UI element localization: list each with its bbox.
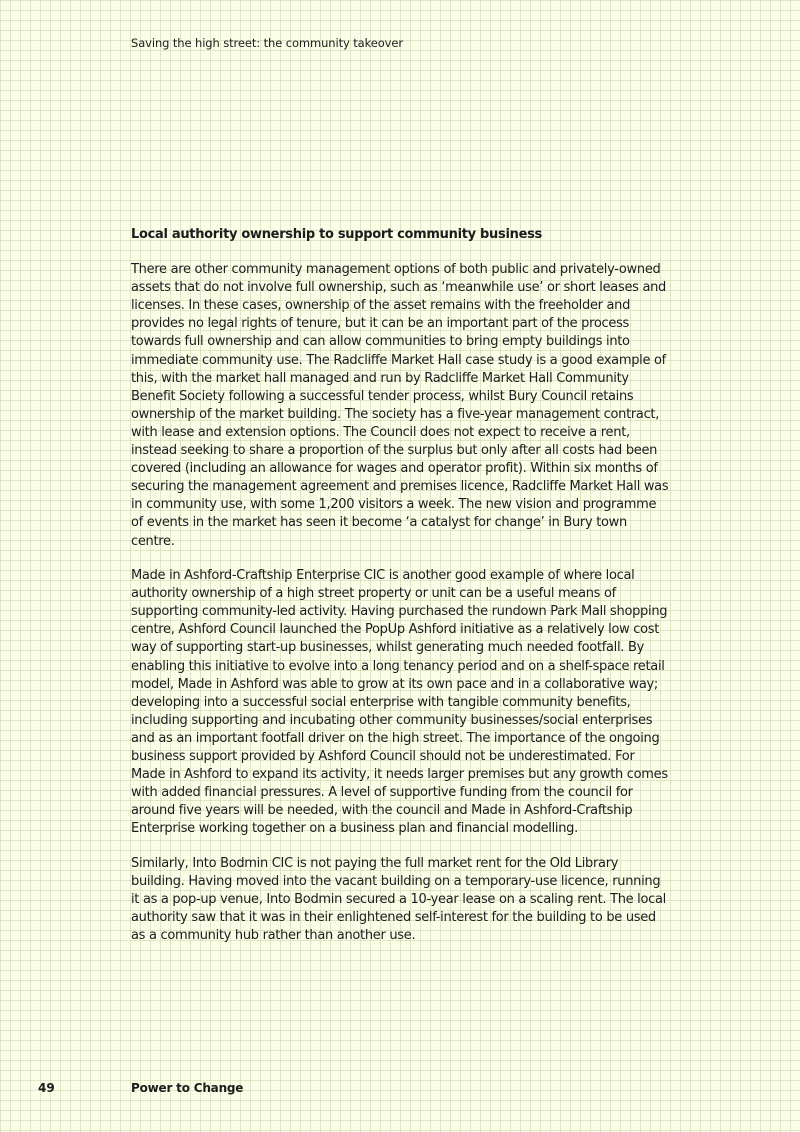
running-header: Saving the high street: the community takeover (131, 36, 403, 50)
paragraph-ashford: Made in Ashford-Craftship Enterprise CIC is another good example of where local authority ownership of a high street property or unit can be a useful means of supporting community-led activity. Having purchased the rundown Park Mall shopping centre, Ashford Council launched the PopUp Ashford initiative as a relatively low cost way of supporting start-up businesses, whilst generating much needed footfall. By enabling this initiative to evolve into a long tenancy period and on a shelf-space retail model, Made in Ashford was able to grow at its own pace and in a collaborative way; developing into a successful social enterprise with tangible community benefits, including supporting and incubating other community businesses/social enterprises and as an important footfall driver on the high street. The importance of the ongoing business support provided by Ashford Council should not be underestimated. For Made in Ashford to expand its activity, it needs larger premises but any growth comes with added financial pressures. A level of supportive funding from the council for around five years will be needed, with the council and Made in Ashford-Craftship Enterprise working together on a business plan and financial modelling. (131, 568, 668, 837)
paragraph-bodmin: Similarly, Into Bodmin CIC is not paying the full market rent for the Old Library building. Having moved into the vacant building on a temporary-use licence, running it as a pop-up venue, Into Bodmin secured a 10-year lease on a scaling rent. The local authority saw that it was in their enlightened self-interest for the building to be used as a community hub rather than another use. (131, 856, 666, 944)
paragraph-radcliffe: There are other community management options of both public and privately-owned assets that do not involve full ownership, such as ‘meanwhile use’ or short leases and licenses. In these cases, ownership of the asset remains with the freeholder and provides no legal rights of tenure, but it can be an important part of the process towards full ownership and can allow communities to bring empty buildings into immediate community use. The Radcliffe Market Hall case study is a good example of this, with the market hall managed and run by Radcliffe Market Hall Community Benefit Society following a successful tender process, whilst Bury Council retains ownership of the market building. The society has a five-year management contract, with lease and extension options. The Council does not expect to receive a rent, instead seeking to share a proportion of the surplus but only after all costs had been covered (including an allowance for wages and operator profit). Within six months of securing the management agreement and premises licence, Radcliffe Market Hall was in community use, with some 1,200 visitors a week. The new vision and programme of events in the market has seen it become ‘a catalyst for change’ in Bury town centre. (131, 262, 669, 549)
main-content (131, 226, 671, 962)
footer-publisher: Power to Change (131, 1081, 244, 1095)
page-number: 49 (38, 1081, 55, 1095)
section-heading: Local authority ownership to support community business (131, 227, 542, 242)
